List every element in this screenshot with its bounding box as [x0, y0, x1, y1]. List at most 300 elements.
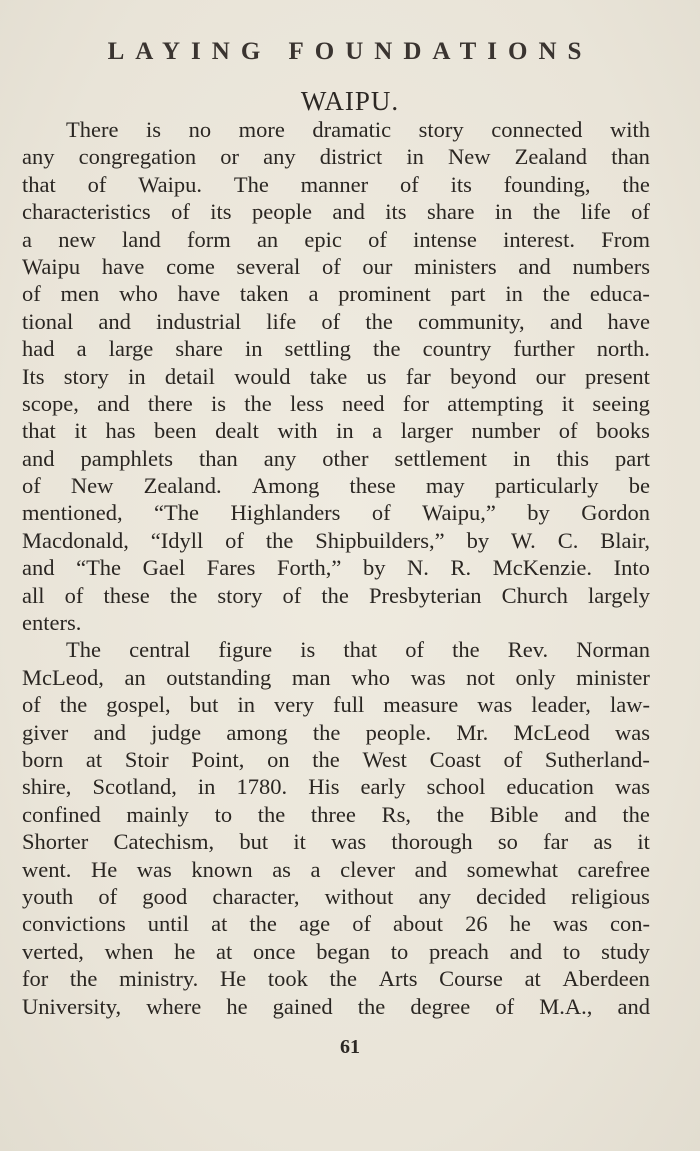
word: is [300, 637, 316, 663]
word: the [372, 336, 401, 362]
word: not [466, 664, 495, 690]
word: educa- [589, 281, 650, 307]
text-line [22, 116, 650, 143]
word: youth [22, 883, 74, 909]
word: and [93, 719, 126, 745]
word: a [76, 336, 87, 362]
text-line [22, 691, 650, 718]
word: and [332, 199, 365, 225]
word: among [226, 719, 288, 745]
word: about [393, 911, 444, 937]
text-line [22, 993, 650, 1020]
word: in [128, 363, 146, 389]
word: its [450, 171, 472, 197]
word: His [308, 774, 340, 800]
word: industrial [156, 308, 242, 334]
word: seeing [592, 390, 650, 416]
word: the [357, 993, 386, 1019]
word: detail [164, 363, 215, 389]
word: and [509, 938, 543, 964]
word: share [175, 336, 223, 362]
word: of [558, 418, 578, 444]
word: dramatic [312, 117, 392, 142]
word: who [119, 281, 158, 307]
word: a [22, 226, 32, 252]
word: until [147, 911, 190, 937]
word: somewhat [466, 856, 558, 882]
word: its [385, 199, 407, 225]
text-line [22, 226, 650, 253]
word: The [66, 637, 101, 663]
word: University, [22, 993, 122, 1019]
word: Rev. [507, 637, 549, 663]
word: Gael [142, 555, 186, 581]
word: M.A., [539, 993, 593, 1019]
word: less [290, 390, 324, 416]
word: people. [365, 719, 432, 745]
word: Sutherland- [544, 746, 650, 772]
text-line [22, 253, 650, 280]
word: than [611, 144, 650, 170]
word: story [418, 117, 464, 142]
word: of [171, 199, 190, 225]
word: went. [22, 856, 72, 882]
word: of [22, 281, 41, 307]
word: manner [300, 171, 369, 197]
word: leader, [531, 692, 591, 718]
word: gained [272, 993, 333, 1019]
word: of [87, 171, 107, 197]
word: but [189, 692, 219, 718]
text-line [22, 609, 650, 636]
word: of [22, 473, 41, 499]
text-line [22, 554, 650, 581]
word: good [142, 883, 188, 909]
word: con- [609, 911, 650, 937]
word: and [617, 993, 650, 1019]
word: epic [304, 226, 342, 252]
word: of [22, 692, 41, 718]
word: Shorter [22, 829, 89, 855]
word: of [321, 253, 341, 279]
word: the [622, 171, 650, 197]
word: story [63, 363, 109, 389]
word: of [282, 582, 302, 608]
word: law- [609, 692, 650, 718]
word: the [244, 390, 272, 416]
word: The [233, 171, 269, 197]
text-line [22, 499, 650, 526]
word: has [105, 418, 136, 444]
word: He [219, 966, 247, 992]
word: Norman [576, 637, 650, 663]
word: in [512, 445, 531, 471]
word: the [436, 801, 465, 827]
word: verted, [22, 938, 84, 964]
word: need [342, 390, 385, 416]
word: by [362, 555, 386, 581]
word: figure [218, 637, 273, 663]
word: part [614, 445, 650, 471]
word: character, [212, 883, 300, 909]
word: a [308, 281, 319, 307]
word: people [251, 199, 312, 225]
word: any [263, 144, 296, 170]
word: by [527, 500, 550, 526]
word: decided [476, 883, 547, 909]
word: West [362, 746, 407, 772]
word: in [244, 336, 263, 362]
word: the [257, 801, 286, 827]
word: he [226, 993, 248, 1019]
word: any [22, 144, 55, 170]
word: to [562, 938, 581, 964]
word: community, [418, 308, 525, 334]
word: life [266, 308, 297, 334]
word: of [64, 582, 84, 608]
word: Zealand [514, 144, 588, 170]
word: Bible [489, 801, 539, 827]
word: may [425, 473, 465, 499]
word: particularly [494, 473, 599, 499]
word: the [452, 637, 480, 663]
word: is [146, 117, 162, 142]
word: with [609, 117, 650, 142]
word: congregation [78, 144, 197, 170]
text-line [22, 883, 650, 910]
word: Aberdeen [562, 966, 650, 992]
word: far [543, 829, 569, 855]
word: no [188, 117, 212, 142]
word: “Idyll [150, 527, 204, 553]
word: “The [154, 500, 200, 526]
word: of [495, 993, 515, 1019]
text-line [22, 965, 650, 992]
word: and [564, 801, 597, 827]
word: was [552, 911, 588, 937]
word: Gordon [581, 500, 650, 526]
word: Fares [206, 555, 256, 581]
word: characteristics [22, 199, 151, 225]
word: Scotland, [92, 774, 177, 800]
word: would [234, 363, 291, 389]
word: Waipu,” [422, 500, 496, 526]
word: any [263, 445, 297, 471]
text-line [22, 910, 650, 937]
word: McLeod, [22, 664, 104, 690]
word: Highlanders [230, 500, 341, 526]
word: Rs, [381, 801, 411, 827]
word: the [59, 692, 88, 718]
word: enters. [22, 610, 82, 636]
word: study [601, 938, 650, 964]
word: ministers [414, 253, 497, 279]
word: attempting [447, 390, 544, 416]
word: was [331, 829, 367, 855]
text-line [22, 445, 650, 472]
text-line [22, 390, 650, 417]
word: new [58, 226, 96, 252]
text-line [22, 856, 650, 883]
text-line [22, 171, 650, 198]
word: Forth,” [277, 555, 342, 581]
word: in [406, 144, 424, 170]
word: very [273, 692, 314, 718]
word: full [332, 692, 365, 718]
word: dealt [215, 418, 259, 444]
word: intense [413, 226, 477, 252]
word: McKenzie. [492, 555, 593, 581]
word: judge [151, 719, 202, 745]
word: the [329, 966, 358, 992]
word: that [22, 171, 56, 197]
word: N. [407, 555, 429, 581]
body-text [22, 116, 650, 1020]
word: confined [22, 801, 101, 827]
word: north. [596, 336, 650, 362]
word: 1780. [236, 774, 288, 800]
word: share [426, 199, 475, 225]
text-line [22, 280, 650, 307]
word: the [622, 801, 650, 827]
word: take [309, 363, 348, 389]
word: men [60, 281, 100, 307]
word: a [372, 418, 383, 444]
word: settling [284, 336, 351, 362]
text-line [22, 363, 650, 390]
word: by [466, 527, 490, 553]
word: the [249, 911, 277, 937]
word: be [628, 473, 650, 499]
word: Waipu. [138, 171, 202, 197]
word: in [237, 692, 255, 718]
word: it [74, 418, 87, 444]
word: was [136, 856, 172, 882]
word: there [147, 390, 193, 416]
word: part [450, 281, 486, 307]
word: school [426, 774, 486, 800]
text-line [22, 527, 650, 554]
word: Arts [378, 966, 418, 992]
word: it [561, 390, 575, 416]
word: he [509, 911, 531, 937]
word: numbers [572, 253, 650, 279]
word: Coast [429, 746, 481, 772]
running-head: LAYING FOUNDATIONS [107, 38, 593, 65]
word: gospel, [106, 692, 171, 718]
word: far [405, 363, 431, 389]
word: connected [491, 117, 583, 142]
word: at [85, 746, 103, 772]
word: and [22, 555, 55, 581]
word: at [524, 966, 541, 992]
word: early [360, 774, 406, 800]
word: only [515, 664, 556, 690]
word: he [174, 938, 196, 964]
word: our [535, 363, 566, 389]
word: district [319, 144, 383, 170]
word: present [584, 363, 650, 389]
word: born [22, 746, 64, 772]
word: Macdonald, [22, 527, 129, 553]
word: Stoir [124, 746, 169, 772]
word: carefree [577, 856, 650, 882]
word: of [503, 746, 523, 772]
text-line [22, 143, 650, 170]
word: several [236, 253, 301, 279]
word: other [322, 445, 369, 471]
word: of [631, 199, 650, 225]
word: man [291, 664, 331, 690]
word: as [272, 856, 291, 882]
text-line [22, 335, 650, 362]
word: number [471, 418, 541, 444]
word: McLeod [513, 719, 590, 745]
word: “The [76, 555, 122, 581]
word: Zealand. [143, 473, 222, 499]
word: W. [510, 527, 536, 553]
word: There [66, 117, 119, 142]
word: Blair, [600, 527, 650, 553]
word: us [366, 363, 387, 389]
word: the [532, 199, 561, 225]
word: to [214, 801, 233, 827]
word: and [518, 253, 551, 279]
text-line [22, 938, 650, 965]
word: more [238, 117, 285, 142]
word: in [336, 418, 354, 444]
word: with [277, 418, 318, 444]
word: Mr. [456, 719, 489, 745]
word: the [69, 966, 98, 992]
word: its [210, 199, 232, 225]
word: was [614, 719, 650, 745]
word: been [154, 418, 197, 444]
word: further [513, 336, 575, 362]
word: and [22, 445, 55, 471]
word: New [70, 473, 114, 499]
word: of [399, 171, 419, 197]
word: of [371, 500, 391, 526]
word: Waipu [22, 253, 81, 279]
word: education [506, 774, 594, 800]
word: in [494, 199, 513, 225]
word: of [352, 911, 371, 937]
word: it [637, 829, 650, 855]
text-line [22, 582, 650, 609]
word: was [477, 692, 513, 718]
word: country [422, 336, 492, 362]
word: who [351, 664, 390, 690]
word: the [312, 719, 341, 745]
word: convictions [22, 911, 126, 937]
word: all [22, 582, 45, 608]
word: settlement [394, 445, 487, 471]
word: books [596, 418, 650, 444]
word: that [343, 637, 378, 663]
word: a [310, 856, 321, 882]
text-line [22, 308, 650, 335]
word: at [211, 911, 228, 937]
word: minister [576, 664, 650, 690]
word: but [239, 829, 269, 855]
word: mentioned, [22, 500, 123, 526]
word: Catechism, [113, 829, 215, 855]
word: come [166, 253, 215, 279]
word: religious [571, 883, 650, 909]
word: C. [557, 527, 579, 553]
word: interest. [503, 226, 575, 252]
word: ministry. [119, 966, 199, 992]
word: and [549, 308, 583, 334]
word: the [321, 582, 349, 608]
word: large [108, 336, 154, 362]
word: in [505, 281, 523, 307]
text-line [22, 746, 650, 773]
word: clever [340, 856, 396, 882]
page-number: 61 [340, 1036, 360, 1058]
word: these [349, 473, 396, 499]
word: that [22, 418, 56, 444]
word: and [414, 856, 448, 882]
word: scope, [22, 390, 79, 416]
text-line [22, 773, 650, 800]
text-line [22, 801, 650, 828]
word: the [542, 281, 571, 307]
word: From [601, 226, 650, 252]
word: when [104, 938, 154, 964]
word: Among [251, 473, 320, 499]
word: Church [501, 582, 568, 608]
word: where [146, 993, 202, 1019]
word: of [321, 308, 341, 334]
word: New [447, 144, 491, 170]
word: had [22, 336, 55, 362]
word: degree [410, 993, 471, 1019]
word: this [556, 445, 589, 471]
word: largely [587, 582, 650, 608]
word: than [198, 445, 238, 471]
word: have [607, 308, 650, 334]
word: tional [22, 308, 74, 334]
word: Into [613, 555, 650, 581]
word: known [191, 856, 253, 882]
word: for [402, 390, 429, 416]
word: as [593, 829, 613, 855]
word: an [124, 664, 146, 690]
word: for [22, 966, 49, 992]
word: thorough [391, 829, 473, 855]
word: story [217, 582, 263, 608]
word: taken [239, 281, 289, 307]
word: so [497, 829, 518, 855]
word: the [365, 308, 393, 334]
word: to [390, 938, 409, 964]
word: central [129, 637, 191, 663]
word: began [316, 938, 370, 964]
word: shire, [22, 774, 72, 800]
word: at [216, 938, 233, 964]
word: have [101, 253, 145, 279]
text-line [22, 417, 650, 444]
word: an [256, 226, 279, 252]
word: beyond [450, 363, 517, 389]
word: once [253, 938, 296, 964]
word: age [298, 911, 331, 937]
word: in [197, 774, 216, 800]
word: He [90, 856, 118, 882]
word: of [225, 527, 244, 553]
